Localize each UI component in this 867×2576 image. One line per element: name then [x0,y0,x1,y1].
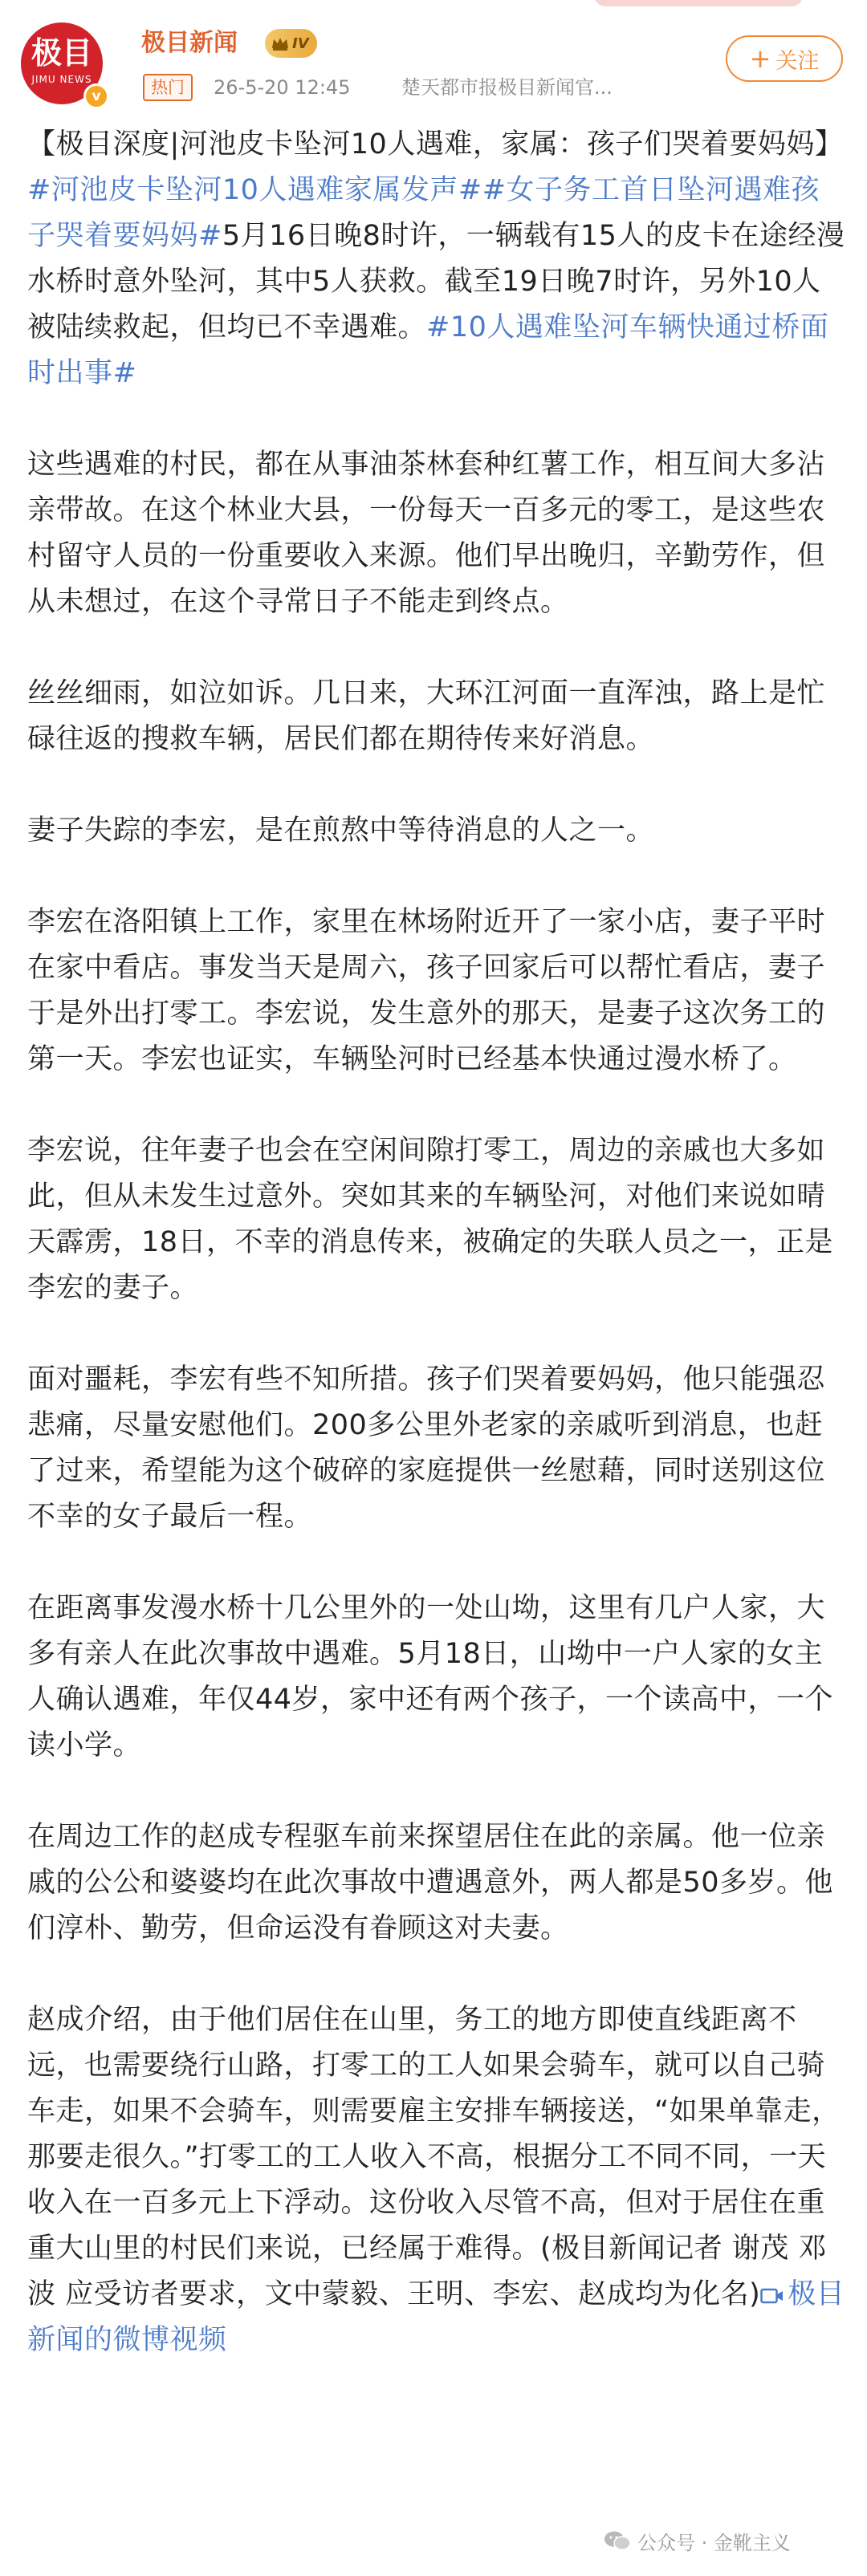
level-badge [265,29,317,58]
paragraph-7: 面对噩耗，李宏有些不知所措。孩子们哭着要妈妈，他只能强忍悲痛，尽量安慰他们。200多公里外老家的亲戚听到消息，也赶了过来，希望能为这个破碎的家庭提供一丝慰藉，同时送别这位不幸的女子最后一程。 [27,1363,826,1533]
plus-icon: + [749,43,771,74]
paragraph-4: 妻子失踪的李宏，是在煎熬中等待消息的人之一。 [27,815,655,847]
paragraph-6: 李宏说，往年妻子也会在空闲间隙打零工，周边的亲戚也大多如此，但从未发生过意外。突如其来的车辆坠河，对他们来说如晴天霹雳，18日，不幸的消息传来，被确定的失联人员之一，正是李宏的妻子。 [27,1135,834,1304]
post-source[interactable]: 楚天都市报极目新闻官... [401,76,613,99]
watermark [604,2525,791,2557]
post-title: 【极目深度|河池皮卡坠河10人遇难，家属：孩子们哭着要妈妈】 [27,128,844,160]
post-time: 26-5-20 12:45 [214,76,351,99]
post-header [0,0,867,120]
paragraph-8: 在距离事发漫水桥十几公里外的一处山坳，这里有几户人家，大多有亲人在此次事故中遇难。5月18日，山坳中一户人家的女主人确认遇难，年仅44岁，家中还有两个孩子，一个读高中，一个读小学。 [27,1592,834,1761]
paragraph-10 [27,1997,846,2363]
hashtag-link[interactable]: #河池皮卡坠河10人遇难家属发声# [27,174,482,206]
paragraph-text: 赵成介绍，由于他们居住在山里，务工的地方即使直线距离不远，也需要绕行山路，打零工的工人如果会骑车，就可以自己骑车走，如果不会骑车，则需要雇主安排车辆接送，“如果单靠走，那要走很久。”打零工的工人收入不高，根据分工不同不同，一天收入在一百多元上下浮动。这份收入尽管不高，但对于居住在重重大山里的村民们来说，已经属于难得。(极目新闻记者 谢茂 邓波 应受访者要求，文中蒙毅、王明、李宏、赵成均为化名) [27,2004,841,2310]
follow-button[interactable] [726,35,843,82]
avatar-logo-text: 极目 [31,35,92,71]
paragraph-1 [27,122,846,396]
paragraph-5: 李宏在洛阳镇上工作，家里在林场附近开了一家小店，妻子平时在家中看店。事发当天是周六，孩子回家后可以帮忙看店，妻子于是外出打零工。李宏说，发生意外的那天，是妻子这次务工的第一天。李宏也证实，车辆坠河时已经基本快通过漫水桥了。 [27,906,826,1075]
paragraph-2: 这些遇难的村民，都在从事油茶林套种红薯工作，相互间大多沾亲带故。在这个林业大县，一份每天一百多元的零工，是这些农村留守人员的一份重要收入来源。他们早出晚归，辛勤劳作，但从未想过，在这个寻常日子不能走到终点。 [27,449,826,618]
avatar-logo-subtext: JIMU NEWS [31,74,92,85]
verified-v-icon: v [83,83,109,109]
hot-tag: 热门 [143,74,193,101]
wechat-icon [604,2530,631,2551]
video-link-text: 极目新闻的微博视频 [27,2278,845,2356]
account-name[interactable]: 极目新闻 [141,29,238,57]
watermark-text: 公众号 · 金靴主义 [637,2531,791,2554]
paragraph-text: 5月16日晚8时许，一辆载有15人的皮卡在途经漫水桥时意外坠河，其中5人获救。截至19日晚7时许，另外10人被陆续救起，但均已不幸遇难。 [27,220,845,343]
follow-button-label: 关注 [775,48,820,74]
hashtag-link[interactable]: #女子务工首日坠河遇难孩子哭着要妈妈# [27,174,820,252]
paragraph-3: 丝丝细雨，如泣如诉。几日来，大环江河面一直浑浊，路上是忙碌往返的搜救车辆，居民们都在期待传来好消息。 [27,677,826,755]
video-link-icon [760,2287,784,2305]
post-content [27,122,846,2363]
crown-icon [271,36,289,51]
hashtag-link[interactable]: #10人遇难坠河车辆快通过桥面时出事# [27,311,829,389]
level-text: IV [292,35,309,52]
paragraph-9: 在周边工作的赵成专程驱车前来探望居住在此的亲属。他一位亲戚的公公和婆婆均在此次事故中遭遇意外，两人都是50多岁。他们淳朴、勤劳，但命运没有眷顾这对夫妻。 [27,1821,834,1944]
